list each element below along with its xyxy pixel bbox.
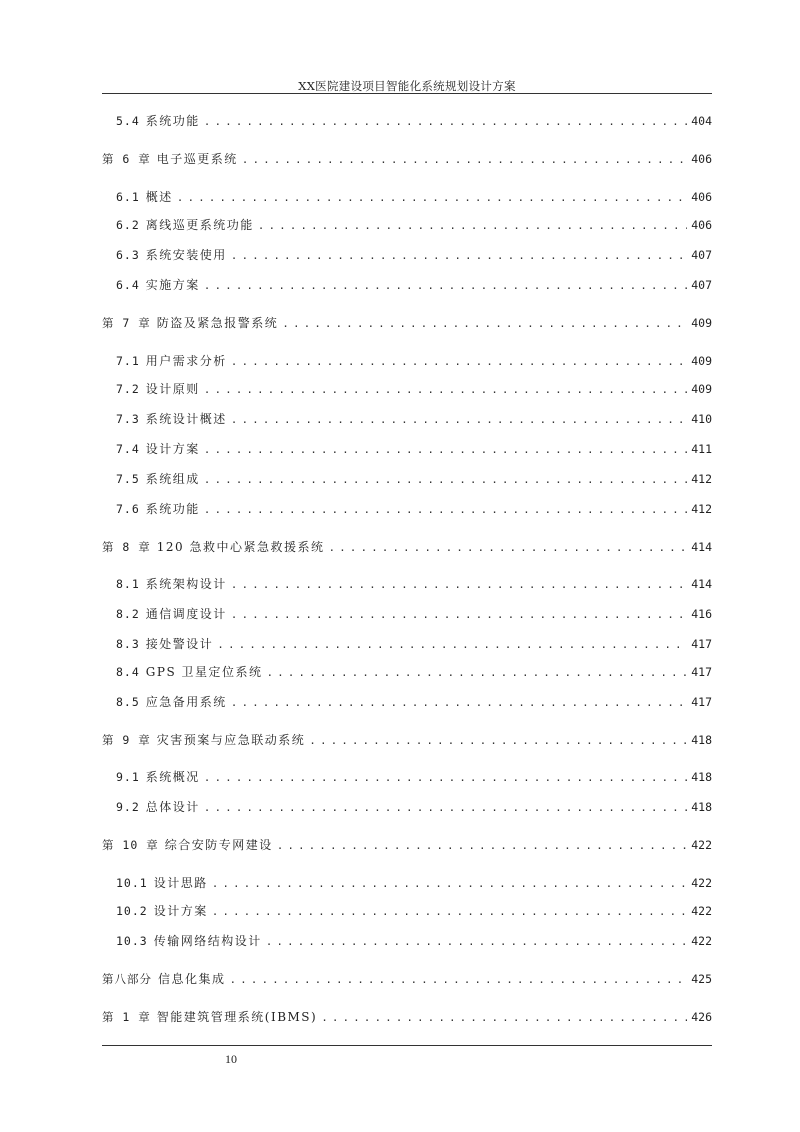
toc-entry-page: 418 — [691, 800, 712, 814]
toc-dot-leader — [277, 839, 688, 852]
toc-entry[interactable] — [116, 798, 712, 816]
toc-entry-title: 接处警设计 — [145, 637, 214, 651]
toc-dot-leader — [231, 578, 687, 591]
toc-entry[interactable] — [116, 470, 712, 488]
toc-entry-page: 426 — [691, 1010, 712, 1024]
toc-entry-title: 设计原则 — [145, 382, 200, 396]
toc-entry-number: 第 9 章 — [102, 733, 151, 747]
toc-dot-leader — [204, 801, 687, 814]
toc-entry-page: 422 — [691, 838, 712, 852]
toc-entry-page: 418 — [691, 770, 712, 784]
toc-entry[interactable] — [116, 693, 712, 711]
toc-entry-title: 系统功能 — [145, 502, 200, 516]
toc-entry-title: 120 急救中心紧急救援系统 — [156, 540, 325, 554]
toc-entry-page: 407 — [691, 248, 712, 262]
toc-dot-leader — [204, 115, 687, 128]
toc-entry-page: 406 — [691, 152, 712, 166]
toc-entry[interactable] — [102, 314, 712, 332]
toc-dot-leader — [212, 905, 688, 918]
toc-entry[interactable] — [116, 188, 712, 206]
toc-entry-number: 第 10 章 — [102, 838, 159, 852]
toc-entry-title: 综合安防专网建设 — [164, 838, 273, 852]
toc-entry-page: 407 — [691, 278, 712, 292]
toc-entry-title: 通信调度设计 — [145, 607, 227, 621]
toc-dot-leader — [204, 771, 687, 784]
toc-entry-number: 8.5 — [116, 695, 140, 709]
toc-entry[interactable] — [116, 663, 712, 681]
toc-entry[interactable] — [102, 836, 712, 854]
toc-entry-title: 灾害预案与应急联动系统 — [156, 733, 306, 747]
toc-dot-leader — [177, 191, 687, 204]
toc-entry-number: 10.1 — [116, 876, 148, 890]
toc-entry-page: 422 — [691, 876, 712, 890]
toc-dot-leader — [204, 473, 687, 486]
toc-dot-leader — [231, 608, 687, 621]
toc-entry[interactable] — [102, 970, 712, 988]
toc-entry-title: 系统功能 — [145, 114, 200, 128]
toc-entry-number: 7.3 — [116, 412, 140, 426]
toc-entry-page: 410 — [691, 412, 712, 426]
toc-entry[interactable] — [116, 440, 712, 458]
toc-entry-title: 系统概况 — [145, 770, 200, 784]
toc-entry-title: 系统组成 — [145, 472, 200, 486]
toc-entry[interactable] — [116, 768, 712, 786]
toc-entry-page: 422 — [691, 934, 712, 948]
toc-dot-leader — [212, 877, 688, 890]
toc-entry[interactable] — [116, 874, 712, 892]
toc-entry-page: 416 — [691, 607, 712, 621]
toc-entry-title: 智能建筑管理系统(IBMS) — [156, 1010, 318, 1024]
toc-entry-title: 设计方案 — [145, 442, 200, 456]
toc-entry-title: 系统架构设计 — [145, 577, 227, 591]
toc-entry-page: 414 — [691, 540, 712, 554]
toc-entry-number: 8.2 — [116, 607, 140, 621]
toc-entry[interactable] — [116, 605, 712, 623]
toc-dot-leader — [204, 383, 687, 396]
toc-entry-title: 系统安装使用 — [145, 248, 227, 262]
toc-entry[interactable] — [116, 216, 712, 234]
toc-dot-leader — [231, 696, 687, 709]
toc-entry-title: 信息化集成 — [158, 972, 226, 986]
toc-entry-title: 总体设计 — [145, 800, 200, 814]
toc-entry[interactable] — [116, 352, 712, 370]
toc-entry[interactable] — [116, 575, 712, 593]
toc-dot-leader — [204, 279, 687, 292]
toc-dot-leader — [230, 973, 688, 986]
toc-entry-page: 411 — [691, 442, 712, 456]
toc-entry[interactable] — [116, 932, 712, 950]
toc-entry-page: 409 — [691, 316, 712, 330]
toc-entry-number: 7.5 — [116, 472, 140, 486]
toc-entry[interactable] — [116, 500, 712, 518]
toc-entry-title: GPS 卫星定位系统 — [145, 665, 263, 679]
toc-entry-number: 9.1 — [116, 770, 140, 784]
toc-entry[interactable] — [116, 635, 712, 653]
toc-entry-title: 防盗及紧急报警系统 — [156, 316, 279, 330]
toc-dot-leader — [282, 317, 687, 330]
header-divider — [102, 93, 712, 94]
toc-entry[interactable] — [116, 276, 712, 294]
toc-entry-page: 409 — [691, 354, 712, 368]
toc-entry-number: 第 1 章 — [102, 1010, 151, 1024]
toc-entry-number: 第 6 章 — [102, 152, 151, 166]
toc-dot-leader — [321, 1011, 687, 1024]
toc-dot-leader — [204, 503, 687, 516]
toc-entry-title: 应急备用系统 — [145, 695, 227, 709]
toc-entry[interactable] — [116, 380, 712, 398]
toc-entry[interactable] — [102, 538, 712, 556]
toc-entry-page: 412 — [691, 502, 712, 516]
toc-entry-page: 404 — [691, 114, 712, 128]
toc-entry[interactable] — [102, 731, 712, 749]
toc-entry-number: 10.2 — [116, 904, 148, 918]
toc-dot-leader — [309, 734, 687, 747]
toc-entry-number: 7.4 — [116, 442, 140, 456]
toc-dot-leader — [231, 355, 687, 368]
toc-entry-page: 417 — [691, 665, 712, 679]
toc-entry[interactable] — [102, 1008, 712, 1026]
toc-dot-leader — [258, 219, 687, 232]
toc-entry-title: 用户需求分析 — [145, 354, 227, 368]
toc-entry-title: 实施方案 — [145, 278, 200, 292]
toc-entry-number: 6.3 — [116, 248, 140, 262]
toc-entry-number: 8.3 — [116, 637, 140, 651]
toc-dot-leader — [266, 935, 688, 948]
toc-entry[interactable] — [116, 410, 712, 428]
toc-dot-leader — [217, 638, 687, 651]
toc-entry-number: 7.2 — [116, 382, 140, 396]
toc-entry-title: 系统设计概述 — [145, 412, 227, 426]
toc-entry-page: 418 — [691, 733, 712, 747]
toc-dot-leader — [231, 413, 687, 426]
toc-entry-page: 414 — [691, 577, 712, 591]
toc-entry-number: 第 7 章 — [102, 316, 151, 330]
toc-dot-leader — [242, 153, 687, 166]
toc-entry-number: 第八部分 — [102, 972, 152, 986]
toc-entry-title: 概述 — [145, 190, 173, 204]
toc-entry[interactable] — [116, 112, 712, 130]
toc-entry-number: 8.1 — [116, 577, 140, 591]
toc-entry-title: 设计方案 — [153, 904, 208, 918]
toc-entry-page: 406 — [691, 218, 712, 232]
toc-entry-number: 第 8 章 — [102, 540, 151, 554]
toc-entry-page: 409 — [691, 382, 712, 396]
toc-entry-title: 设计思路 — [153, 876, 208, 890]
toc-entry-page: 425 — [691, 972, 712, 986]
toc-entry[interactable] — [102, 150, 712, 168]
page-number: 10 — [225, 1052, 237, 1066]
toc-entry[interactable] — [116, 246, 712, 264]
toc-entry-page: 417 — [691, 637, 712, 651]
toc-entry-number: 10.3 — [116, 934, 148, 948]
toc-entry-page: 406 — [691, 190, 712, 204]
toc-entry-number: 6.4 — [116, 278, 140, 292]
toc-entry-page: 422 — [691, 904, 712, 918]
toc-entry-number: 9.2 — [116, 800, 140, 814]
toc-entry-title: 离线巡更系统功能 — [145, 218, 254, 232]
toc-entry-page: 417 — [691, 695, 712, 709]
toc-entry-number: 8.4 — [116, 665, 140, 679]
toc-entry[interactable] — [116, 902, 712, 920]
toc-entry-page: 412 — [691, 472, 712, 486]
toc-entry-number: 6.2 — [116, 218, 140, 232]
toc-dot-leader — [329, 541, 688, 554]
toc-entry-title: 传输网络结构设计 — [153, 934, 262, 948]
page-header-title: XX医院建设项目智能化系统规划设计方案 — [298, 79, 516, 93]
toc-dot-leader — [231, 249, 687, 262]
toc-entry-number: 7.1 — [116, 354, 140, 368]
toc-entry-number: 7.6 — [116, 502, 140, 516]
toc-entry-number: 6.1 — [116, 190, 140, 204]
toc-dot-leader — [266, 666, 687, 679]
footer-divider — [102, 1045, 712, 1046]
toc-entry-title: 电子巡更系统 — [156, 152, 238, 166]
toc-entry-number: 5.4 — [116, 114, 140, 128]
toc-dot-leader — [204, 443, 687, 456]
